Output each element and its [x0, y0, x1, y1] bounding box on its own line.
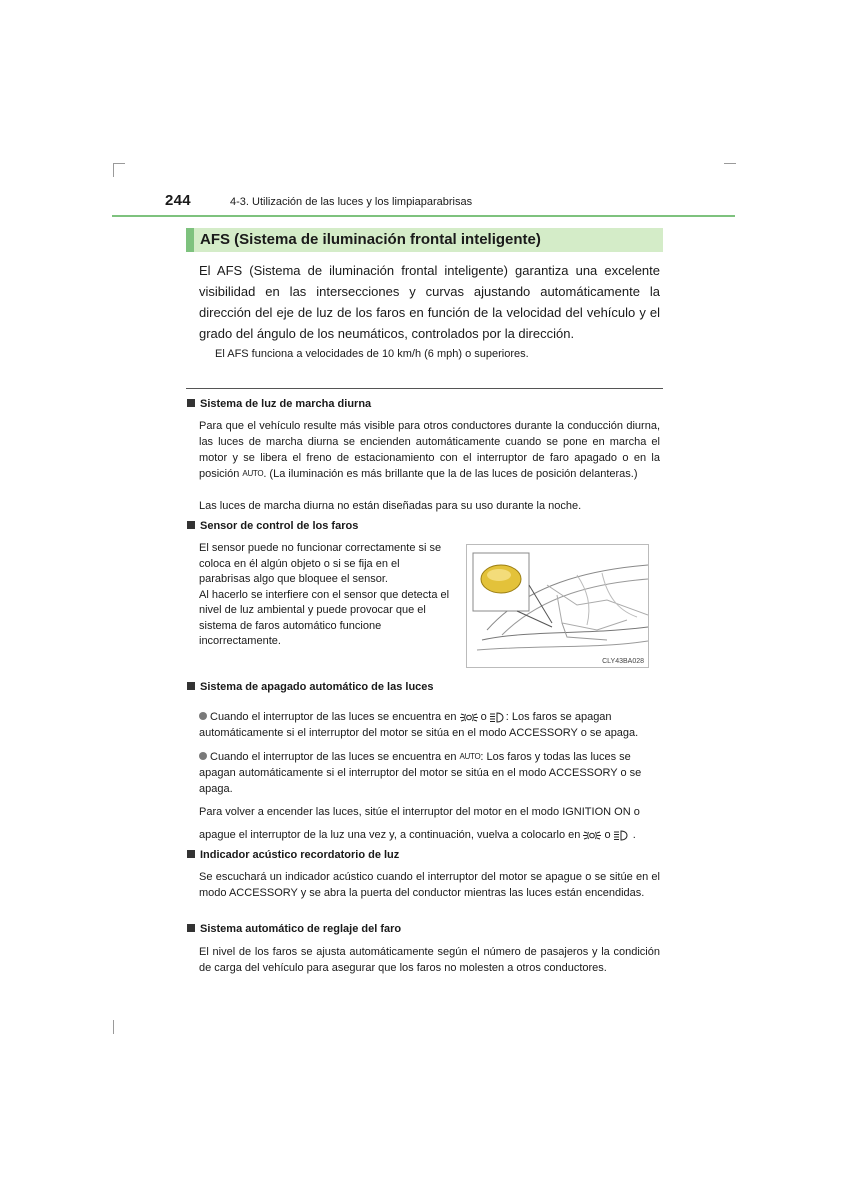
buzzer-paragraph: Se escuchará un indicador acústico cuando el interruptor del motor se apague o se sitúe en el modo ACCESSORY y se abra la puerta del conductor mientras las luces están encendidas. [199, 871, 660, 899]
buzzer-heading: Indicador acústico recordatorio de luz [187, 849, 399, 861]
intro-note: El AFS funciona a velocidades de 10 km/h (6 mph) o superiores. [215, 348, 529, 360]
sensor-illustration [467, 545, 648, 667]
square-bullet-icon [187, 924, 195, 932]
crop-mark [113, 163, 125, 164]
section-banner [186, 228, 663, 252]
section-title: AFS (Sistema de iluminación frontal inteligente) [200, 231, 541, 248]
drl-note: Las luces de marcha diurna no están diseñadas para su uso durante la noche. [199, 500, 582, 512]
section-divider [186, 388, 663, 389]
auto-off-bullet-2: Cuando el interruptor de las luces se encuentra en AUTO: Los faros y todas las luces se apagan automáticamente si el interruptor del motor se sitúa en el modo ACCESSORY o se apaga. [199, 751, 642, 795]
tail-light-icon [583, 830, 601, 841]
headlight-icon [490, 712, 506, 723]
crop-mark [113, 1020, 114, 1034]
page-number: 244 [165, 192, 191, 209]
bullet-dot-icon [199, 712, 207, 720]
intro-paragraph: El AFS (Sistema de iluminación frontal inteligente) garantiza una excelente visibilidad en las intersecciones y curvas ajustando automáticamente la dirección del eje de luz de los faros en función de la velocidad del vehículo y el grado del ángulo de los neumáticos, controlados por la dirección. [199, 263, 660, 341]
sensor-paragraph: El sensor puede no funcionar correctamente si se coloca en él algún objeto o si se fija en el parabrisas algo que bloquee el sensor. Al hacerlo se interfiere con el sensor que detecta el nivel de luz ambiental y puede provocar que el sistema de faros automático funcione incorrectamente. [199, 542, 450, 647]
leveling-paragraph: El nivel de los faros se ajusta automáticamente según el número de pasajeros y la condición de carga del vehículo para asegurar que los faros no molesten a otros conductores. [199, 946, 660, 974]
chapter-title: 4-3. Utilización de las luces y los limpiaparabrisas [230, 196, 473, 208]
auto-icon: AUTO [242, 469, 264, 478]
square-bullet-icon [187, 850, 195, 858]
sensor-figure [466, 544, 649, 668]
drl-paragraph: Para que el vehículo resulte más visible para otros conductores durante la conducción diurna, las luces de marcha diurna se encienden automáticamente cuando se pone en marcha el motor y se libera el freno de estacionamiento con el interruptor de faro apagado o en la posición AUTO. (La iluminación es más brillante que la de las luces de posición delanteras.) [199, 420, 660, 480]
sensor-heading: Sensor de control de los faros [187, 520, 358, 532]
square-bullet-icon [187, 682, 195, 690]
drl-heading: Sistema de luz de marcha diurna [187, 398, 371, 410]
header-rule [112, 215, 735, 217]
auto-off-bullet-1: Cuando el interruptor de las luces se encuentra en o : Los faros se apagan automáticamente si el interruptor del motor se sitúa en el modo ACCESSORY o se apaga. [199, 711, 639, 739]
headlight-icon [614, 830, 630, 841]
leveling-heading: Sistema automático de reglaje del faro [187, 923, 401, 935]
auto-off-heading: Sistema de apagado automático de las luces [187, 681, 434, 693]
auto-off-paragraph: Para volver a encender las luces, sitúe el interruptor del motor en el modo IGNITION ON o apague el interruptor de la luz una vez y, a continuación, vuelva a colocarlo en o . [199, 806, 640, 841]
tail-light-icon [460, 712, 478, 723]
crop-mark [724, 163, 736, 164]
figure-code: CLY43BA028 [602, 658, 644, 665]
auto-icon: AUTO [459, 752, 481, 761]
crop-mark [113, 163, 114, 177]
square-bullet-icon [187, 521, 195, 529]
bullet-dot-icon [199, 752, 207, 760]
square-bullet-icon [187, 399, 195, 407]
